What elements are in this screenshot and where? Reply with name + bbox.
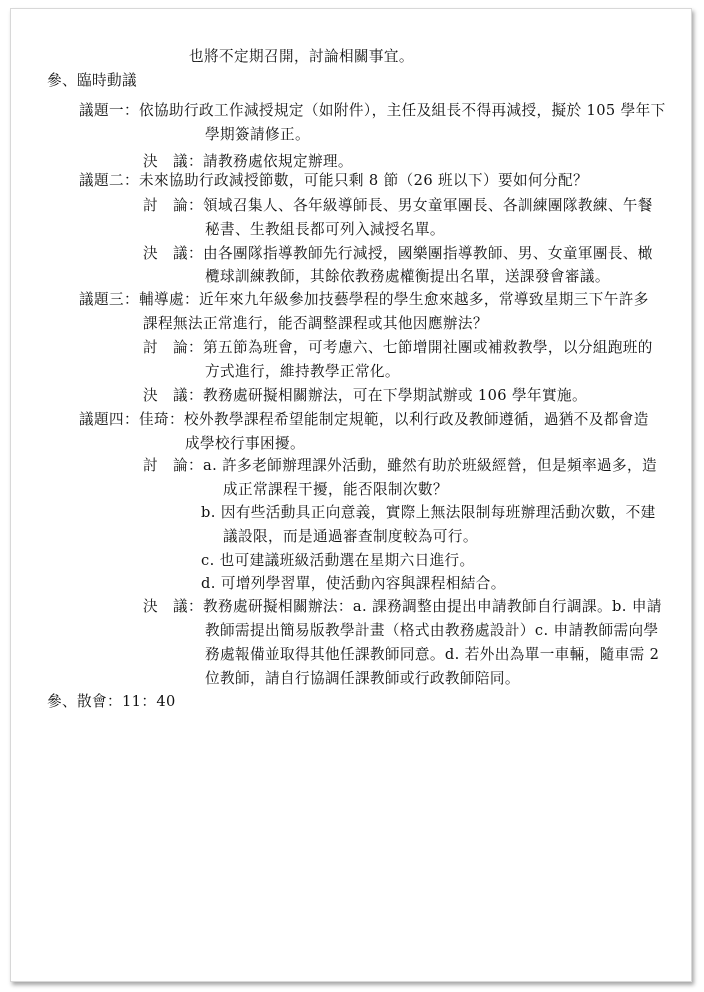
motion-2-resolution-line-1: 由各團隊指導教師先行減授，國樂團指導教師、男、女童軍團長、橄 <box>202 245 653 262</box>
motion-3-text-line-2: 課程無法正常進行，能否調整課程或其他因應辦法？ <box>143 315 488 332</box>
motion-4-discussion <box>143 456 657 476</box>
motion-2-resolution-label: 決 議： <box>143 245 203 262</box>
motion-3-resolution-text: 教務處研擬相關辦法，可在下學期試辦或 106 學年實施。 <box>202 387 587 404</box>
motion-1-text-line-1: 依協助行政工作減授規定（如附件），主任及組長不得再減授，擬於 105 學年下 <box>138 102 666 119</box>
motion-2-discussion-line-1: 領域召集人、各年級導師長、男女童軍團長、各訓練團隊教練、午餐 <box>202 197 653 214</box>
motion-2-resolution-line-2: 欖球訓練教師，其餘依教務處權衡提出名單，送課發會審議。 <box>205 268 610 285</box>
motion-4-point-a-line-2: 成正常課程干擾，能否限制次數？ <box>223 481 448 498</box>
section-heading-adjourn: 參、散會：11：40 <box>47 693 176 710</box>
motion-4-point-d: d. 可增列學習單，使活動內容與課程相結合。 <box>201 575 506 592</box>
motion-4-point-a-line-1: a. 許多老師辦理課外活動，雖然有助於班級經營，但是頻率過多，造 <box>202 457 657 474</box>
motion-2 <box>79 171 588 191</box>
motion-1-resolution-text: 請教務處依規定辦理。 <box>202 153 353 170</box>
motion-2-discussion-label: 討 論： <box>143 197 203 214</box>
motion-4-point-b-line-2: 議設限，而是通過審查制度較為可行。 <box>223 528 478 545</box>
motion-4-resolution-line-1: 教務處研擬相關辦法：a. 課務調整由提出申請教師自行調課。b. 申請 <box>202 598 662 615</box>
motion-4-resolution-line-4: 位教師，請自行協調任課教師或行政教師陪同。 <box>205 670 520 687</box>
motion-4-resolution <box>143 597 662 617</box>
motion-4-label: 議題四： <box>79 411 139 428</box>
motion-1-label: 議題一： <box>79 102 139 119</box>
section-heading-temporary-motions: 參、臨時動議 <box>47 72 137 89</box>
motion-3-resolution-label: 決 議： <box>143 387 203 404</box>
motion-2-text-line-1: 未來協助行政減授節數，可能只剩 8 節（26 班以下）要如何分配？ <box>138 172 588 189</box>
motion-4-point-c: c. 也可建議班級活動選在星期六日進行。 <box>201 552 475 569</box>
carryover-text: 也將不定期召開，討論相關事宜。 <box>189 48 414 65</box>
motion-3-discussion <box>143 338 653 358</box>
motion-2-label: 議題二： <box>79 172 139 189</box>
motion-3-discussion-line-1: 第五節為班會，可考慮六、七節增開社團或補救教學，以分組跑班的 <box>202 339 653 356</box>
motion-2-resolution <box>143 244 653 264</box>
motion-3 <box>79 290 649 310</box>
motion-4-text-line-1: 佳琦：校外教學課程希望能制定規範，以利行政及教師遵循，過猶不及都會造 <box>138 411 649 428</box>
motion-4-resolution-line-2: 教師需提出簡易版教學計畫（格式由教務處設計）c. 申請教師需向學 <box>205 622 659 639</box>
motion-4-text-line-2: 成學校行事困擾。 <box>185 435 305 452</box>
motion-3-label: 議題三： <box>79 291 139 308</box>
motion-1-resolution-label: 決 議： <box>143 153 203 170</box>
motion-3-resolution <box>143 386 587 406</box>
motion-3-discussion-label: 討 論： <box>143 339 203 356</box>
motion-4-resolution-label: 決 議： <box>143 598 203 615</box>
motion-1-resolution <box>143 152 353 172</box>
motion-4-resolution-line-3: 務處報備並取得其他任課教師同意。d. 若外出為單一車輛，隨車需 2 <box>205 646 660 663</box>
motion-4-point-b-line-1: b. 因有些活動具正向意義，實際上無法限制每班辦理活動次數，不建 <box>201 504 656 521</box>
motion-1-text-line-2: 學期簽請修正。 <box>205 126 310 143</box>
motion-1 <box>79 101 666 121</box>
motion-2-discussion <box>143 196 653 216</box>
motion-3-discussion-line-2: 方式進行，維持教學正常化。 <box>205 363 400 380</box>
motion-2-discussion-line-2: 秘書、生教組長都可列入減授名單。 <box>205 221 445 238</box>
motion-4 <box>79 410 649 430</box>
document-page <box>10 8 692 982</box>
motion-3-text-line-1: 輔導處：近年來九年級參加技藝學程的學生愈來越多，常導致星期三下午許多 <box>138 291 649 308</box>
motion-4-discussion-label: 討 論： <box>143 457 203 474</box>
